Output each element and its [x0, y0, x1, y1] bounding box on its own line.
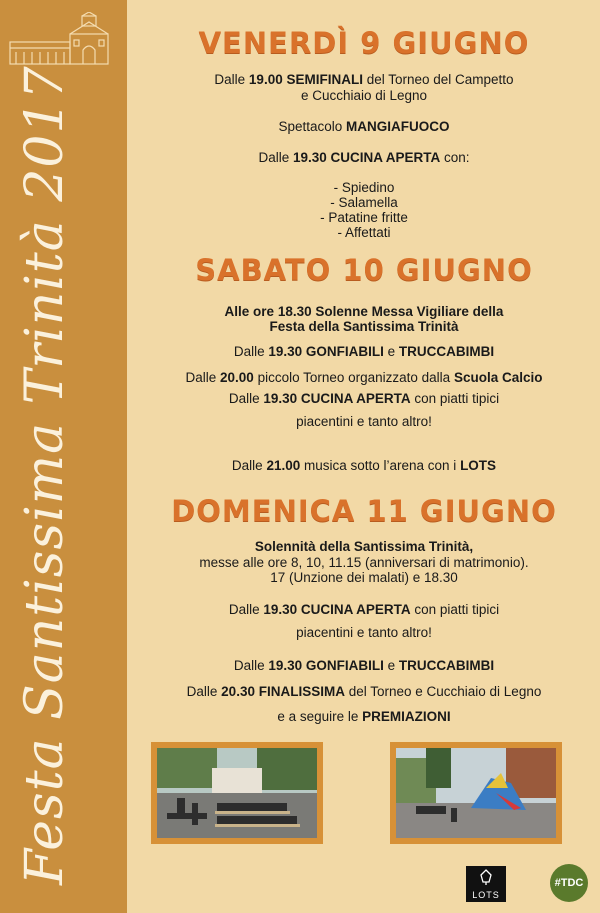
text: con piatti tipici: [410, 391, 500, 406]
text: del Torneo del Campetto: [362, 72, 514, 87]
friday-line-1: [128, 72, 600, 88]
text: con piatti tipici: [410, 602, 500, 617]
text: con:: [440, 150, 470, 165]
sidebar: [0, 0, 127, 913]
sunday-line-1: Solennità della Santissima Trinità,: [254, 539, 474, 554]
text: Dalle: [214, 72, 249, 87]
text-bold: 19.30 GONFIABILI: [268, 344, 384, 359]
lots-logo-text: LOTS: [472, 890, 500, 900]
menu-item: - Salamella: [330, 195, 398, 210]
sunday-line-3: 17 (Unzione dei malati) e 18.30: [270, 570, 458, 585]
text: del Torneo e Cucchiaio di Legno: [344, 684, 542, 699]
text: e: [383, 658, 399, 673]
sunday-line-7: [128, 684, 600, 700]
friday-heading: VENERDÌ 9 GIUGNO: [198, 26, 530, 60]
sunday-line-2: messe alle ore 8, 10, 11.15 (anniversari di matrimonio).: [199, 555, 529, 570]
church-icon: [8, 12, 112, 68]
text-bold: Scuola Calcio: [453, 370, 543, 385]
text-bold: MANGIAFUOCO: [346, 119, 450, 134]
text-bold: 20.30 FINALISSIMA: [221, 684, 345, 699]
text-bold: 20.00: [220, 370, 254, 385]
text: musica sotto l’arena con i: [300, 458, 461, 473]
text: piccolo Torneo organizzato dalla: [253, 370, 454, 385]
text-bold: 19.30 CUCINA APERTA: [292, 150, 441, 165]
text-bold: 21.00: [266, 458, 301, 473]
sunday-line-5: piacentini e tanto altro!: [296, 625, 432, 640]
text-bold: LOTS: [460, 458, 497, 473]
saturday-line-6: piacentini e tanto altro!: [296, 414, 432, 429]
text: Dalle: [233, 658, 269, 673]
sunday-line-4: [128, 602, 600, 618]
saturday-line-5: [128, 391, 600, 407]
saturday-heading: SABATO 10 GIUGNO: [195, 253, 533, 287]
friday-line-3: [128, 119, 600, 135]
text-bold: 19.30 CUCINA APERTA: [263, 602, 411, 617]
text: Dalle: [228, 391, 264, 406]
sunday-heading: DOMENICA 11 GIUGNO: [171, 494, 557, 528]
saturday-line-4: [128, 370, 600, 386]
text: Dalle: [258, 150, 293, 165]
text-bold: 19.30 GONFIABILI: [268, 658, 384, 673]
text: Spettacolo: [278, 119, 347, 134]
text: Dalle: [231, 458, 267, 473]
text: Dalle: [233, 344, 269, 359]
text-bold: 19.00 SEMIFINALI: [248, 72, 363, 87]
lamp-icon: [479, 869, 493, 885]
friday-line-2: e Cucchiaio di Legno: [300, 88, 428, 103]
sidebar-title: Festa Santissima Trinità 2017: [15, 65, 75, 885]
photo-dinner-tables: [151, 742, 323, 844]
menu-item: - Patatine fritte: [320, 210, 408, 225]
photo-image: [396, 748, 556, 838]
text-bold: TRUCCABIMBI: [398, 658, 495, 673]
text: Dalle: [186, 684, 222, 699]
text-bold: 19.30 CUCINA APERTA: [263, 391, 411, 406]
photo-inflatable: [390, 742, 562, 844]
text: Dalle: [228, 602, 264, 617]
saturday-line-1: Alle ore 18.30 Solenne Messa Vigiliare della: [224, 304, 504, 319]
menu-item: - Spiedino: [333, 180, 395, 195]
friday-line-4: [128, 150, 600, 166]
text-bold: PREMIAZIONI: [362, 709, 451, 724]
menu-item: - Affettati: [337, 225, 391, 240]
saturday-line-3: [128, 344, 600, 360]
sunday-line-6: [128, 658, 600, 674]
saturday-line-2: Festa della Santissima Trinità: [269, 319, 459, 334]
tdc-logo: #TDC: [550, 864, 588, 902]
photo-image: [157, 748, 317, 838]
text: e: [383, 344, 399, 359]
text: e a seguire le: [277, 709, 363, 724]
text-bold: TRUCCABIMBI: [398, 344, 495, 359]
saturday-line-7: [128, 458, 600, 474]
sunday-line-8: [128, 709, 600, 725]
text: Dalle: [185, 370, 221, 385]
lots-logo: [466, 866, 506, 902]
